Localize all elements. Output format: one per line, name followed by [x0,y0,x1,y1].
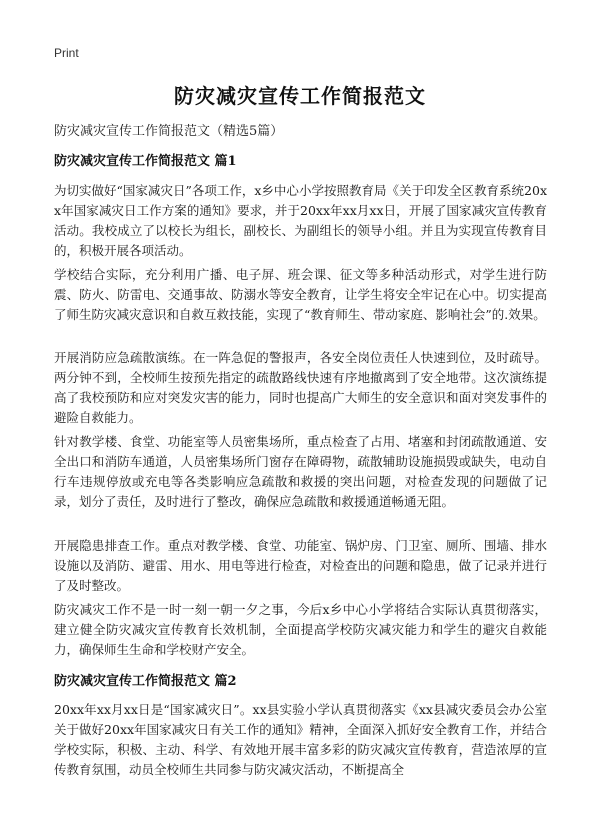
paragraph: 防灾减灾工作不是一时一刻一朝一夕之事，今后x乡中心小学将结合实际认真贯彻落实，建立健全防灾减灾宣传教育长效机制，全面提高学校防灾减灾能力和学生的避灾自救能力，确保师生生命和学校财产安全。 [54,602,547,657]
paragraph: 开展隐患排查工作。重点对教学楼、食堂、功能室、锅炉房、门卫室、厕所、围墙、排水设施以及消防、避雷、用水、用电等进行检查，对检查出的问题和隐患，做了记录并进行了及时整改。 [54,538,547,593]
section-heading-1: 防灾减灾宣传工作简报范文 篇1 [54,154,237,169]
document-title: 防灾减灾宣传工作简报范文 [174,84,426,108]
paragraph: 为切实做好“国家减灾日”各项工作，x乡中心小学按照教育局《关于印发全区教育系统20xx年国家减灾日工作方案的通知》要求，并于20xx年xx月xx日，开展了国家减灾宣传教育活动。我校成立了以校长为组长，副校长、为副组长的领导小组。并且为实现宣传教育目的，积极开展各项活动。 [54,183,547,258]
paragraph: 开展消防应急疏散演练。在一阵急促的警报声，各安全岗位责任人快速到位，及时疏导。两分钟不到，全校师生按预先指定的疏散路线快速有序地撤离到了安全地带。这次演练提高了我校预防和应对突发灾害的能力，同时也提高广大师生的安全意识和面对突发事件的避险自救能力。 [54,350,547,425]
paragraph: 针对教学楼、食堂、功能室等人员密集场所，重点检查了占用、堵塞和封闭疏散通道、安全出口和消防车通道，人员密集场所门窗存在障碍物，疏散辅助设施损毁或缺失，电动自行车违规停放或充电等各类影响应急疏散和救援的突出问题，对检查发现的问题做了记录，划分了责任，及时进行了整改，确保应急疏散和救援通道畅通无阻。 [54,434,547,509]
document-subtitle: 防灾减灾宣传工作简报范文（精选5篇） [54,124,284,139]
paragraph: 学校结合实际，充分利用广播、电子屏、班会课、征文等多种活动形式，对学生进行防震、防火、防雷电、交通事故、防溺水等安全教育，让学生将安全牢记在心中。切实提高了师生防灾减灾意识和自救互救技能，实现了“教育师生、带动家庭、影响社会”的.效果。 [54,267,547,322]
section-heading-2: 防灾减灾宣传工作简报范文 篇2 [54,674,237,689]
paragraph: 20xx年xx月xx日是“国家减灾日”。xx县实验小学认真贯彻落实《xx县减灾委员会办公室关于做好20xx年国家减灾日有关工作的通知》精神，全面深入抓好安全教育工作，并结合学校实际，积极、主动、科学、有效地开展丰富多彩的防灾减灾宣传教育，营造浓厚的宣传教育氛围，动员全校师生共同参与防灾减灾活动，不断提高全 [54,702,547,777]
print-label: Print [54,46,79,60]
